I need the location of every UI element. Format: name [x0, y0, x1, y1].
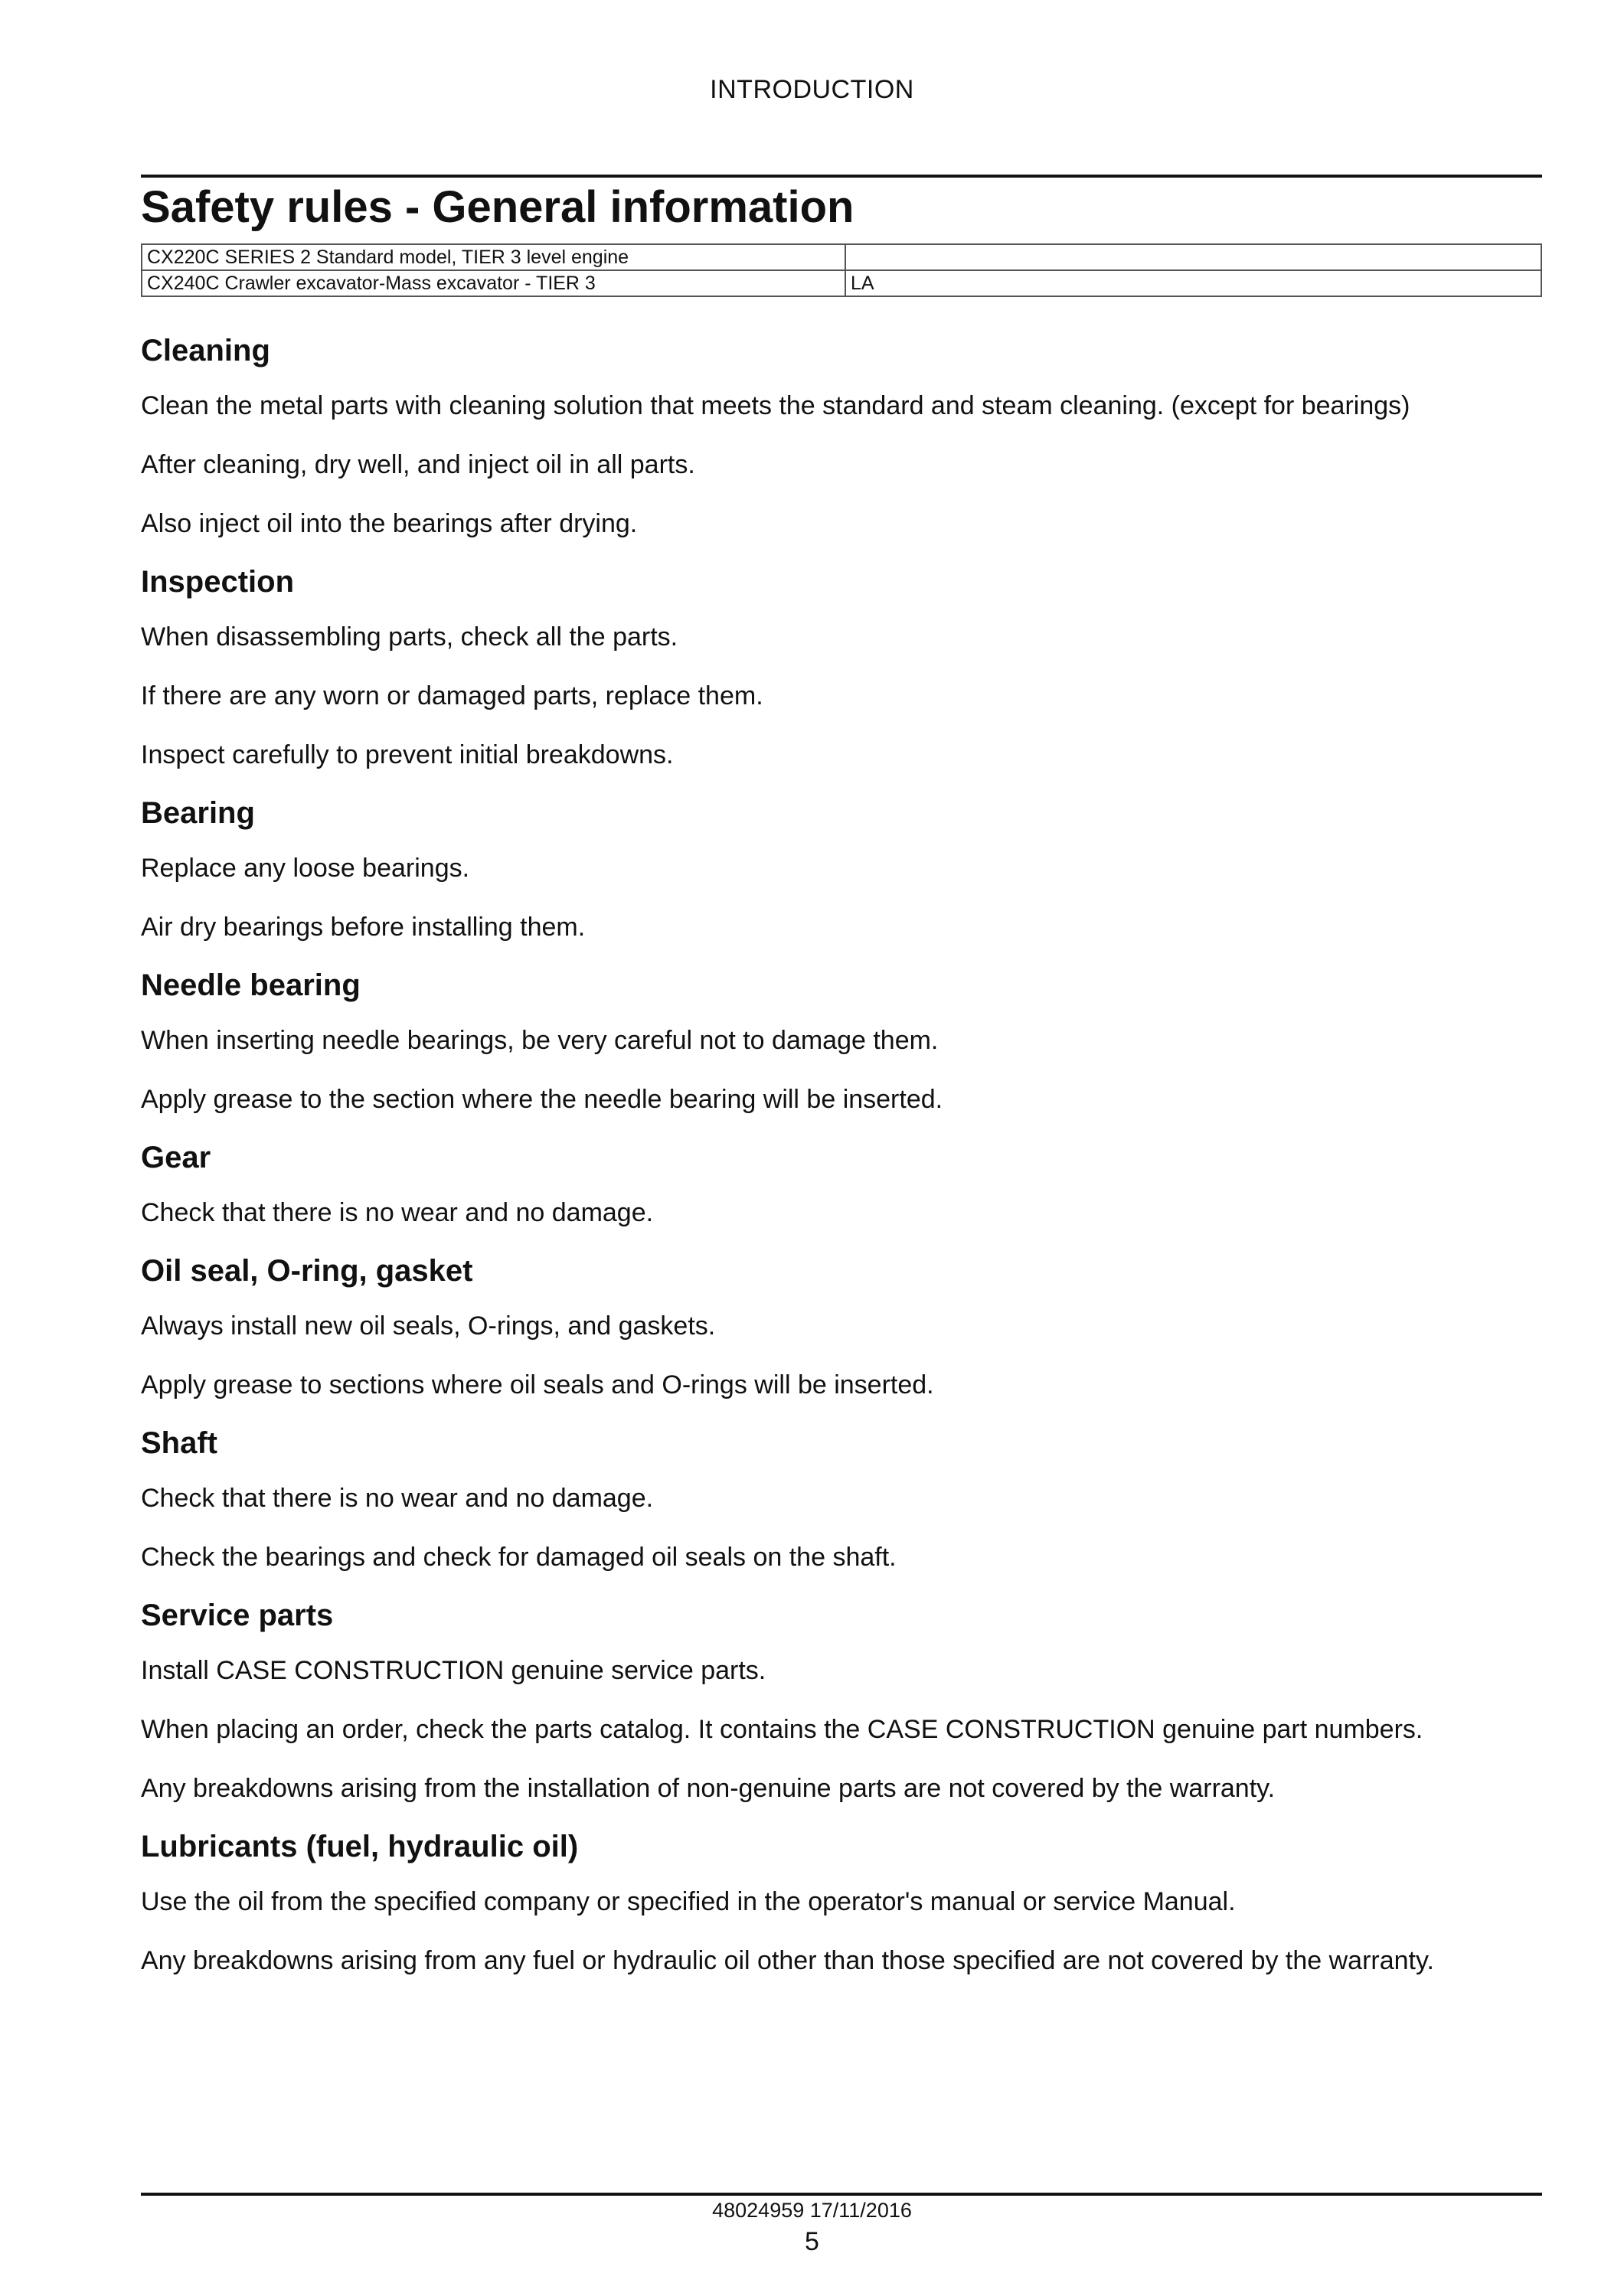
header-rule [141, 175, 1542, 178]
paragraph: Use the oil from the specified company or specified in the operator's manual or service Manual. [141, 1887, 1236, 1916]
section-gear [141, 1136, 1542, 1228]
section-heading: Needle bearing [141, 968, 361, 1002]
applicability-row [142, 244, 1541, 270]
paragraph: Any breakdowns arising from any fuel or hydraulic oil other than those specified are not covered by the warranty. [141, 1946, 1434, 1975]
page-title: Safety rules - General information [141, 182, 854, 232]
footer-rule [141, 2193, 1542, 2196]
paragraph: After cleaning, dry well, and inject oil in all parts. [141, 450, 695, 479]
section-service-parts [141, 1594, 1542, 1804]
applicability-model: CX240C Crawler excavator-Mass excavator - TIER 3 [142, 270, 845, 296]
paragraph: Check that there is no wear and no damage. [141, 1198, 654, 1227]
paragraph: If there are any worn or damaged parts, replace them. [141, 681, 763, 710]
section-bearing [141, 792, 1542, 942]
section-heading: Inspection [141, 565, 295, 599]
running-header: INTRODUCTION [710, 75, 914, 104]
section-needle-bearing [141, 964, 1542, 1115]
section-lubricants [141, 1825, 1542, 1976]
paragraph: Inspect carefully to prevent initial breakdowns. [141, 740, 674, 769]
section-heading: Shaft [141, 1426, 217, 1460]
paragraph: Apply grease to the section where the needle bearing will be inserted. [141, 1085, 943, 1114]
applicability-region: LA [845, 270, 1541, 296]
paragraph: Check the bearings and check for damaged oil seals on the shaft. [141, 1543, 897, 1572]
applicability-row [142, 270, 1541, 296]
footer-document-id: 48024959 17/11/2016 [712, 2199, 912, 2222]
paragraph: When inserting needle bearings, be very careful not to damage them. [141, 1026, 939, 1055]
section-cleaning [141, 329, 1542, 539]
paragraph: Air dry bearings before installing them. [141, 913, 586, 942]
section-oil-seal [141, 1249, 1542, 1400]
paragraph: Apply grease to sections where oil seals and O-rings will be inserted. [141, 1370, 934, 1399]
paragraph: Any breakdowns arising from the installation of non-genuine parts are not covered by the warranty. [141, 1774, 1276, 1803]
paragraph: When disassembling parts, check all the parts. [141, 622, 678, 652]
applicability-table [141, 243, 1542, 297]
paragraph: Install CASE CONSTRUCTION genuine service parts. [141, 1656, 766, 1685]
section-heading: Lubricants (fuel, hydraulic oil) [141, 1830, 579, 1863]
applicability-region [845, 244, 1541, 270]
section-heading: Cleaning [141, 334, 270, 367]
paragraph: Replace any loose bearings. [141, 854, 470, 883]
paragraph: When placing an order, check the parts catalog. It contains the CASE CONSTRUCTION genuine part numbers. [141, 1715, 1423, 1744]
section-heading: Oil seal, O-ring, gasket [141, 1254, 473, 1288]
paragraph: Clean the metal parts with cleaning solution that meets the standard and steam cleaning. (except for bearings) [141, 391, 1410, 420]
section-shaft [141, 1422, 1542, 1573]
section-inspection [141, 560, 1542, 770]
section-heading: Service parts [141, 1599, 334, 1632]
page-number: 5 [805, 2227, 819, 2256]
document-body [141, 329, 1542, 1976]
section-heading: Bearing [141, 796, 255, 830]
paragraph: Also inject oil into the bearings after drying. [141, 509, 638, 538]
paragraph: Check that there is no wear and no damage. [141, 1484, 654, 1513]
section-heading: Gear [141, 1141, 211, 1174]
applicability-model: CX220C SERIES 2 Standard model, TIER 3 level engine [142, 244, 845, 270]
paragraph: Always install new oil seals, O-rings, and gaskets. [141, 1311, 716, 1341]
